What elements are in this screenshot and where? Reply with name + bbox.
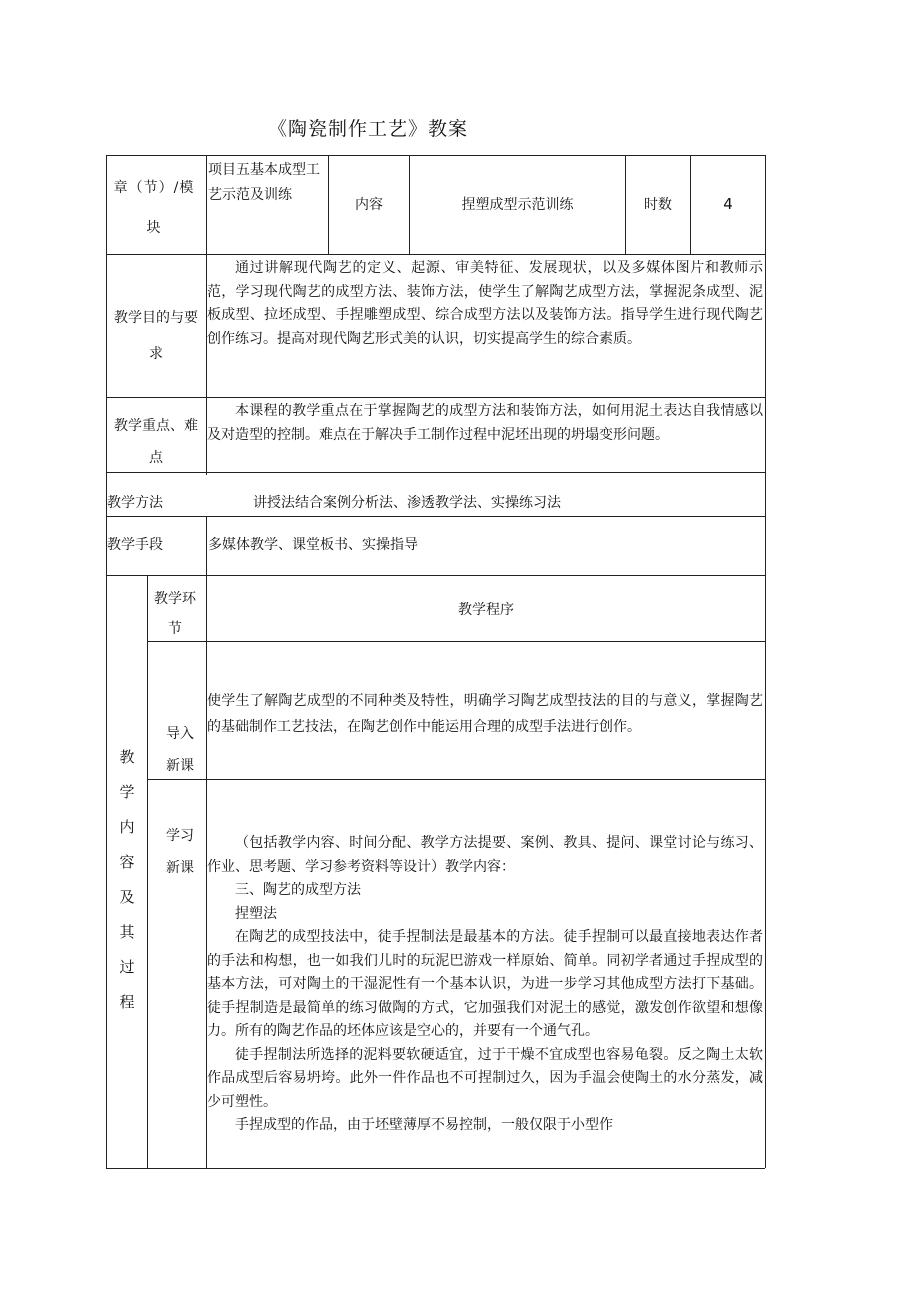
study-label: 学习新课 (166, 828, 194, 876)
hours-label: 时数 (644, 197, 672, 213)
side-char: 内 (119, 818, 135, 836)
means-text: 多媒体教学、课堂板书、实操指导 (208, 537, 418, 553)
study-content (207, 832, 763, 1138)
means-label: 教学手段 (107, 537, 163, 553)
side-char: 程 (119, 993, 135, 1011)
content-label: 内容 (355, 197, 383, 213)
document-title: 《陶瓷制作工艺》教案 (268, 118, 469, 140)
content-value: 捏塑成型示范训练 (461, 197, 574, 213)
paragraph: 在陶艺的成型技法中，徒手捏制法是最基本的方法。徒手捏制可以最直接地表达作者的手法和构想，也一如我们儿时的玩泥巴游戏一样原始、简单。同初学者通过手捏成型的基本方法，可对陶土的干湿泥性有一个基本认识，为进一步学习其他成型方法打下基础。徒手捏制造是最简单的练习做陶的方式，它加强我们对泥土的感觉，激发创作欲望和想像力。所有的陶艺作品的坯体应该是空心的，并要有一个通气孔。 (207, 929, 763, 1039)
key-points-text: 本课程的教学重点在于掌握陶艺的成型方法和装饰方法，如何用泥土表达自我情感以及对造型的控制。难点在于解决手工制作过程中泥坯出现的坍塌变形问题。 (207, 403, 763, 443)
side-char: 教 (119, 748, 135, 766)
side-char: 其 (119, 923, 135, 941)
intro-label: 导入新课 (166, 726, 194, 774)
objectives-text: 通过讲解现代陶艺的定义、起源、审美特征、发展现状，以及多媒体图片和教师示范，学习现代陶艺的成型方法、装饰方法，使学生了解陶艺成型方法，掌握泥条成型、泥板成型、拉坯成型、手捏雕塑成型、综合成型方法以及装饰方法。指导学生进行现代陶艺创作练习。提高对现代陶艺形式美的认识，切实提高学生的综合素质。 (207, 260, 763, 347)
chapter-value: 项目五基本成型工艺示范及训练 (208, 162, 320, 203)
paragraph: 手捏成型的作品，由于坯壁薄厚不易控制，一般仅限于小型作 (235, 1117, 613, 1133)
process-side-label (106, 740, 148, 1020)
key-points-label: 教学重点、难点 (114, 418, 198, 466)
sub-heading: 捏塑法 (235, 905, 277, 922)
method-text: 讲授法结合案例分析法、渗透教学法、实操练习法 (253, 495, 561, 511)
segment-header: 教学环节 (154, 591, 196, 637)
program-header: 教学程序 (458, 602, 514, 618)
chapter-label: 章（节）/模块 (113, 180, 195, 236)
side-char: 学 (119, 783, 135, 801)
side-char: 过 (119, 958, 135, 976)
objectives-label: 教学目的与要求 (114, 310, 198, 362)
study-intro: （包括教学内容、时间分配、教学方法提要、案例、教具、提问、课堂讨论与练习、作业、思考题、学习参考资料等设计）教学内容： (207, 835, 763, 875)
method-label: 教学方法 (107, 495, 163, 511)
paragraph: 徒手捏制法所选择的泥料要软硬适宜，过于干燥不宜成型也容易龟裂。反之陶土太软作品成型后容易坍垮。此外一件作品也不可捏制过久，因为手温会使陶土的水分蒸发，减少可塑性。 (207, 1046, 763, 1110)
section-heading: 三、陶艺的成型方法 (235, 882, 361, 898)
side-char: 容 (119, 853, 135, 871)
hours-value: 4 (723, 195, 733, 213)
intro-text: 使学生了解陶艺成型的不同种类及特性，明确学习陶艺成型技法的目的与意义，掌握陶艺的基础制作工艺技法，在陶艺创作中能运用合理的成型手法进行创作。 (207, 693, 763, 735)
side-char: 及 (119, 888, 135, 906)
